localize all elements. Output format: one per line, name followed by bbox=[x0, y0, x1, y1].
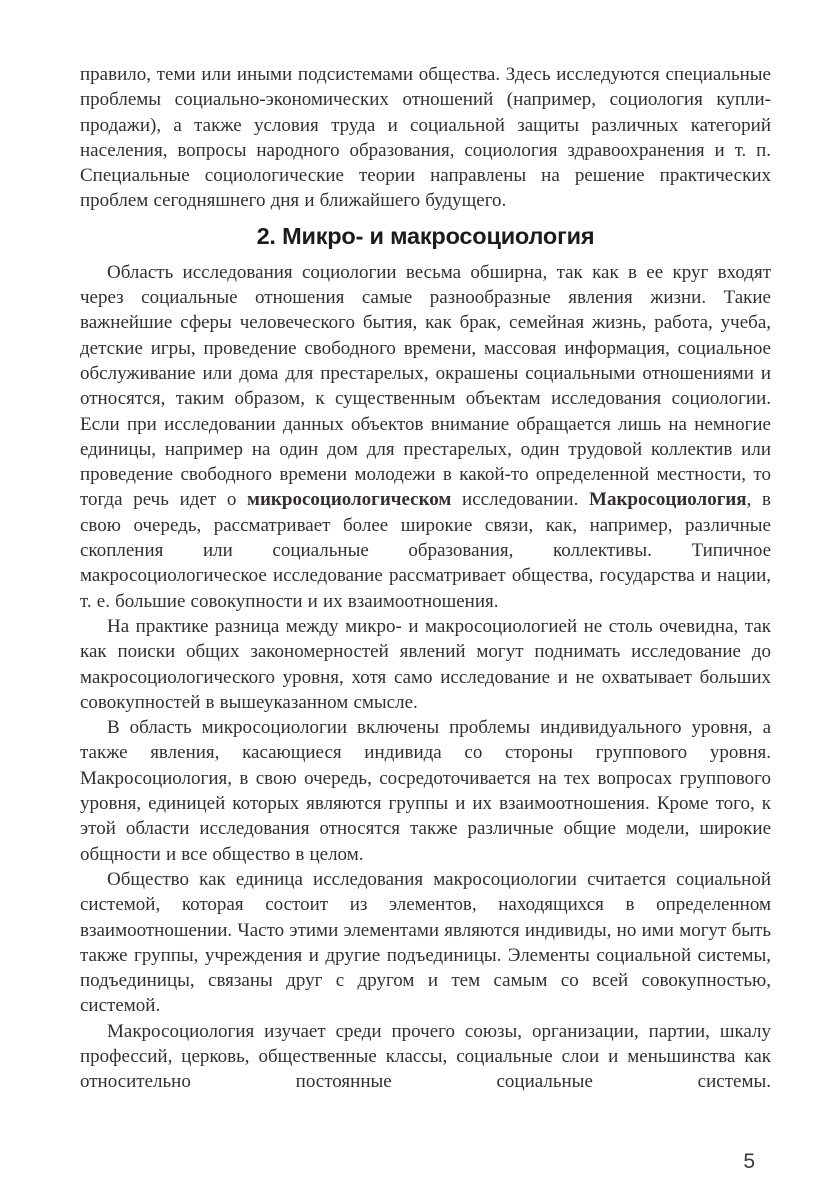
paragraph-practice-difference: На практике разница между микро- и макросоциологией не столь очевидна, так как поиски общих закономерностей явлений могут поднимать исследование до макросоциологического уровня, хотя само исследование и не охватывает больших совокупностей в вышеуказанном смысле. bbox=[80, 615, 771, 713]
paragraph-macro-studies: Макросоциология изучает среди прочего союзы, организации, партии, шкалу профессий, церковь, общественные классы, социальные слои и меньшинства как относительно постоянные социальные системы. bbox=[80, 1020, 771, 1093]
paragraph-research-scope-text-1: Область исследования социологии весьма обширна, так как в ее круг входят через социальные отношения самые разнообразные явления жизни. Такие важнейшие сферы человеческого бытия, как брак, семейная жизнь, работа, учеба, детские игры, проведение свободного времени, массовая информация, социальное обслуживание или дома для престарелых, окрашены социальными отношениями и относятся, таким образом, к существенным объектам исследования социологии. Если при исследовании данных объектов внимание обращается лишь на немногие единицы, например на один дом для престарелых, один трудовой коллектив или проведение свободного времени молодежи в какой-то определенной местности, то тогда речь идет о bbox=[80, 261, 771, 511]
paragraph-research-scope-text-3: , в свою очередь, рассматривает более широкие связи, как, например, различные скопления или социальные образования, коллективы. Типичное макросоциологическое исследование рассматривает общества, государства и нации, т. е. большие совокупности и их взаимоотношения. bbox=[80, 489, 771, 612]
paragraph-society-as-system: Общество как единица исследования макросоциологии считается социальной системой, которая состоит из элементов, находящихся в определенном взаимоотношении. Часто этими элементами являются индивиды, но ими могут быть также группы, учреждения и другие подъединицы. Элементы социальной системы, подъединицы, связаны друг с другом и тем самым со всей совокупностью, системой. bbox=[80, 868, 771, 1017]
paragraph-research-scope-text-2: исследовании. bbox=[451, 489, 590, 511]
paragraph-research-scope bbox=[80, 260, 771, 614]
page-text-column bbox=[80, 62, 771, 1095]
paragraph-micro-domain: В область микросоциологии включены проблемы индивидуального уровня, а также явления, касающиеся индивида со стороны группового уровня. Макросоциология, в свою очередь, сосредоточивается на тех вопросах группового уровня, единицей которых являются группы и их взаимоотношения. Кроме того, к этой области исследования относятся также различные общие модели, широкие общности и все общество в целом. bbox=[80, 717, 771, 865]
section-heading: 2. Микро- и макросоциология bbox=[256, 222, 595, 249]
term-macrosociology: Макросоциология bbox=[589, 489, 747, 511]
paragraph-continuation: правило, теми или иными подсистемами общества. Здесь исследуются специальные проблемы социально-экономических отношений (например, социология купли-продажи), а также условия труда и социальной защиты различных категорий населения, вопросы народного образования, социология здравоохранения и т. п. Специальные социологические теории направлены на решение практических проблем сегодняшнего дня и ближайшего будущего. bbox=[80, 64, 771, 212]
page-number: 5 bbox=[743, 1150, 755, 1173]
term-microsociological: микросоциологическом bbox=[247, 489, 452, 511]
